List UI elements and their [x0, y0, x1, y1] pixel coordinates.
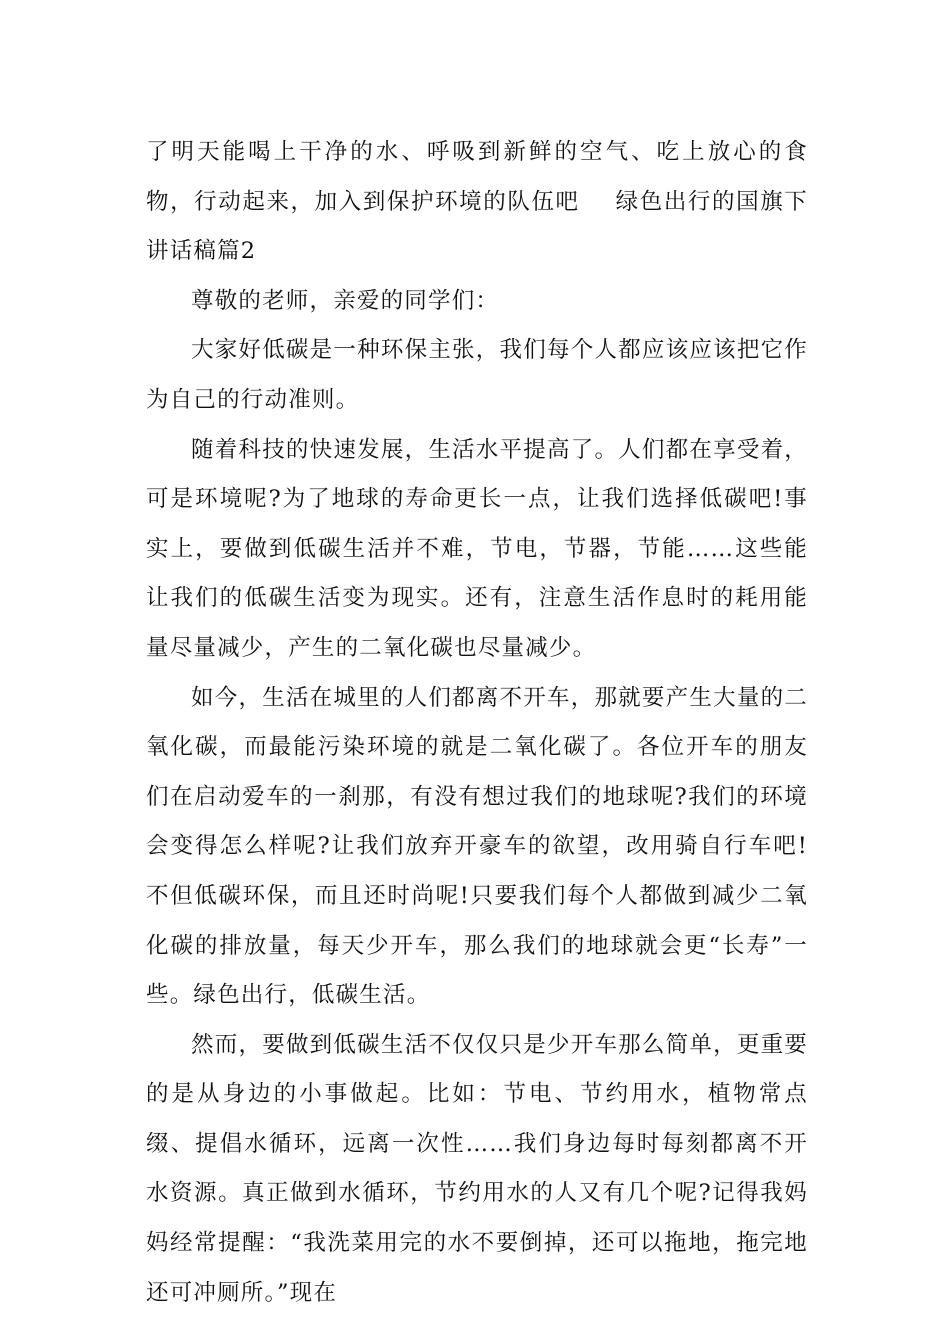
paragraph-water: 然而，要做到低碳生活不仅仅只是少开车那么简单，更重要的是从身边的小事做起。比如：节电、节约用水，植物常点缀、提倡水循环，远离一次性……我们身边每时每刻都离不开水资源。真正做到水循环，节约用水的人又有几个呢?记得我妈妈经常提醒：“我洗菜用完的水不要倒掉，还可以拖地，拖完地还可冲厕所。”现在	[146, 1031, 808, 1306]
paragraph-cars: 如今，生活在城里的人们都离不开车，那就要产生大量的二氧化碳，而最能污染环境的就是二氧化碳了。各位开车的朋友们在启动爱车的一刹那，有没有想过我们的地球呢?我们的环境会变得怎么样呢?让我们放弃开豪车的欲望，改用骑自行车吧!不但低碳环保，而且还时尚呢!只要我们每个人都做到减少二氧化碳的排放量，每天少开车，那么我们的地球就会更“长寿”一些。绿色出行，低碳生活。	[146, 684, 808, 1009]
paragraph-continuation	[146, 128, 808, 277]
document-body	[146, 128, 808, 1318]
section-title: 绿色出行的国旗下讲话稿篇2	[146, 188, 808, 265]
paragraph-intro: 大家好低碳是一种环保主张，我们每个人都应该应该把它作为自己的行动准则。	[146, 337, 808, 413]
continuation-text: 了明天能喝上干净的水、呼吸到新鲜的空气、吃上放心的食物，行动起来，加入到保护环境的队伍吧	[146, 139, 808, 215]
paragraph-greeting: 尊敬的老师，亲爱的同学们：	[191, 287, 500, 314]
paragraph-technology: 随着科技的快速发展，生活水平提高了。人们都在享受着，可是环境呢?为了地球的寿命更长一点，让我们选择低碳吧!事实上，要做到低碳生活并不难，节电，节器，节能……这些能让我们的低碳生活变为现实。还有，注意生活作息时的耗用能量尽量减少，产生的二氧化碳也尽量减少。	[146, 436, 808, 661]
